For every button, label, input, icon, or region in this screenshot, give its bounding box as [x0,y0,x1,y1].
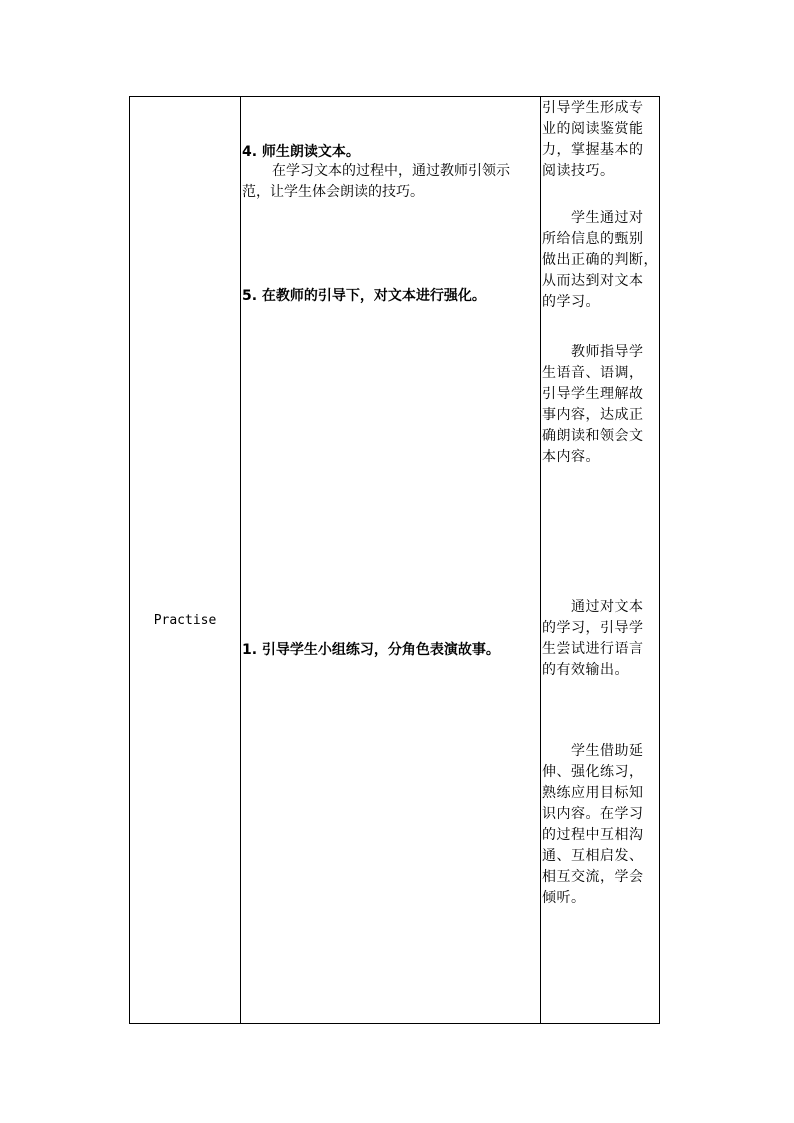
note-line: 做出正确的判断， [542,252,658,268]
column-divider [240,97,241,1023]
purpose-note-1 [542,98,660,182]
step-4-title: 4. 师生朗读文本。 [242,144,360,160]
note-line: 从而达到对文本 [542,273,644,289]
note-line: 本内容。 [542,449,600,465]
note-line: 伸、强化练习， [542,764,644,780]
note-line: 力，掌握基本的 [542,142,644,158]
step-4-text-line1: 在学习文本的过程中，通过教师引领示 [272,163,510,179]
step-5-title: 5. 在教师的引导下，对文本进行强化。 [242,288,486,304]
note-line: 确朗读和领会文 [542,428,644,444]
note-line: 事内容，达成正 [542,407,644,423]
column-divider [540,97,541,1023]
note-line: 引导学生形成专 [542,100,644,116]
note-line: 所给信息的甄别 [542,231,644,247]
purpose-note-5 [542,741,660,909]
note-line: 的学习。 [542,294,600,310]
note-line: 引导学生理解故 [542,386,644,402]
note-line: 业的阅读鉴赏能 [542,121,644,137]
note-line: 学生借助延 [542,743,644,759]
note-line: 的过程中互相沟 [542,827,644,843]
note-line: 通、互相启发、 [542,848,644,864]
stage-label: Practise [153,613,217,628]
lesson-plan-table [129,96,660,1024]
note-line: 通过对文本 [542,599,644,615]
step-4-text-line2: 范，让学生体会朗读的技巧。 [242,184,424,200]
note-line: 生语音、语调， [542,365,644,381]
purpose-note-4 [542,597,660,681]
note-line: 熟练应用目标知 [542,785,644,801]
note-line: 的学习，引导学 [542,620,644,636]
note-line: 识内容。在学习 [542,806,644,822]
practise-step-1-title: 1. 引导学生小组练习，分角色表演故事。 [242,642,500,658]
note-line: 教师指导学 [542,344,644,360]
note-line: 阅读技巧。 [542,163,615,179]
note-line: 的有效输出。 [542,662,629,678]
note-line: 相互交流，学会 [542,869,644,885]
note-line: 生尝试进行语言 [542,641,644,657]
note-line: 倾听。 [542,890,586,906]
purpose-note-2 [542,208,660,313]
note-line: 学生通过对 [542,210,644,226]
purpose-note-3 [542,342,660,468]
